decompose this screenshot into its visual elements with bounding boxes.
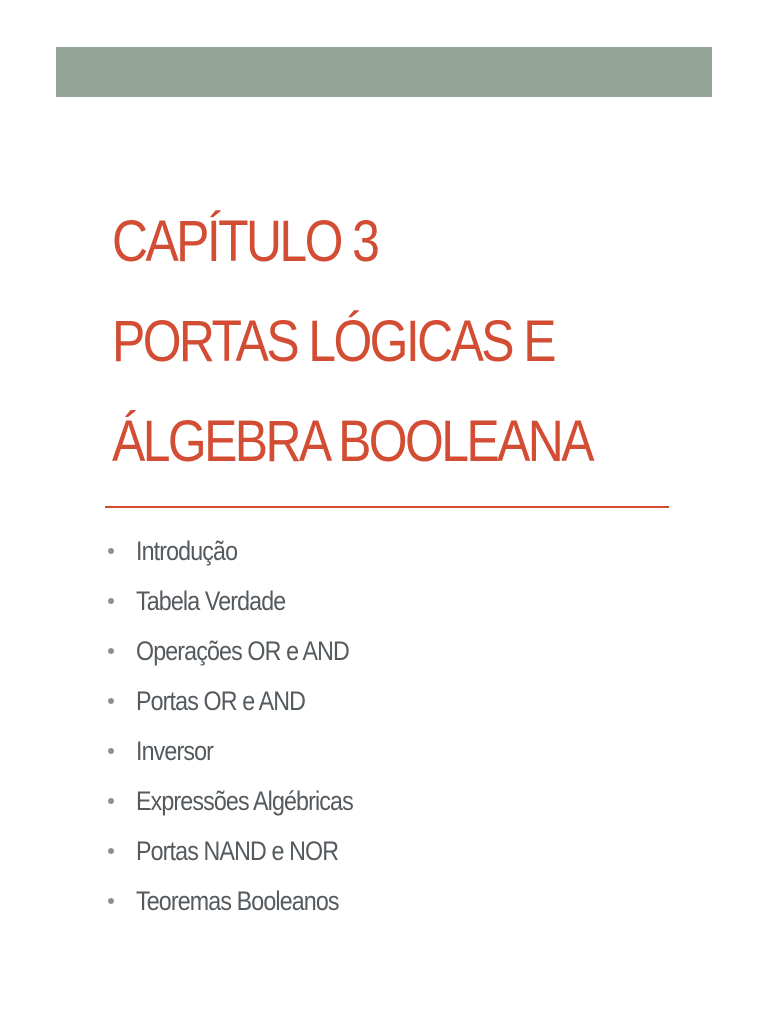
- title-divider: [105, 506, 669, 508]
- list-item: [108, 676, 388, 726]
- bullet-dot-icon: [108, 598, 114, 604]
- bullet-dot-icon: [108, 848, 114, 854]
- list-item-label: Teoremas Booleanos: [136, 885, 339, 916]
- header-band: [56, 47, 712, 97]
- list-item: [108, 776, 388, 826]
- list-item-label: Portas OR e AND: [136, 685, 306, 716]
- bullet-dot-icon: [108, 648, 114, 654]
- title-line-topic: ÁLGEBRA BOOLEANA: [112, 409, 592, 474]
- topic-list: [108, 526, 388, 926]
- list-item-label: Operações OR e AND: [136, 635, 349, 666]
- list-item: [108, 726, 388, 776]
- bullet-dot-icon: [108, 898, 114, 904]
- list-item-label: Expressões Algébricas: [136, 785, 353, 816]
- list-item-label: Introdução: [136, 535, 238, 566]
- bullet-dot-icon: [108, 748, 114, 754]
- list-item: [108, 576, 388, 626]
- bullet-dot-icon: [108, 798, 114, 804]
- list-item: [108, 626, 388, 676]
- list-item-label: Inversor: [136, 735, 214, 766]
- list-item-label: Tabela Verdade: [136, 585, 286, 616]
- list-item: [108, 826, 388, 876]
- title-line-subject: PORTAS LÓGICAS E: [112, 309, 554, 374]
- bullet-dot-icon: [108, 698, 114, 704]
- list-item-label: Portas NAND e NOR: [136, 835, 339, 866]
- list-item: [108, 526, 388, 576]
- list-item: [108, 876, 388, 926]
- bullet-dot-icon: [108, 548, 114, 554]
- title-line-chapter: CAPÍTULO 3: [112, 209, 378, 274]
- slide-title: [112, 192, 628, 492]
